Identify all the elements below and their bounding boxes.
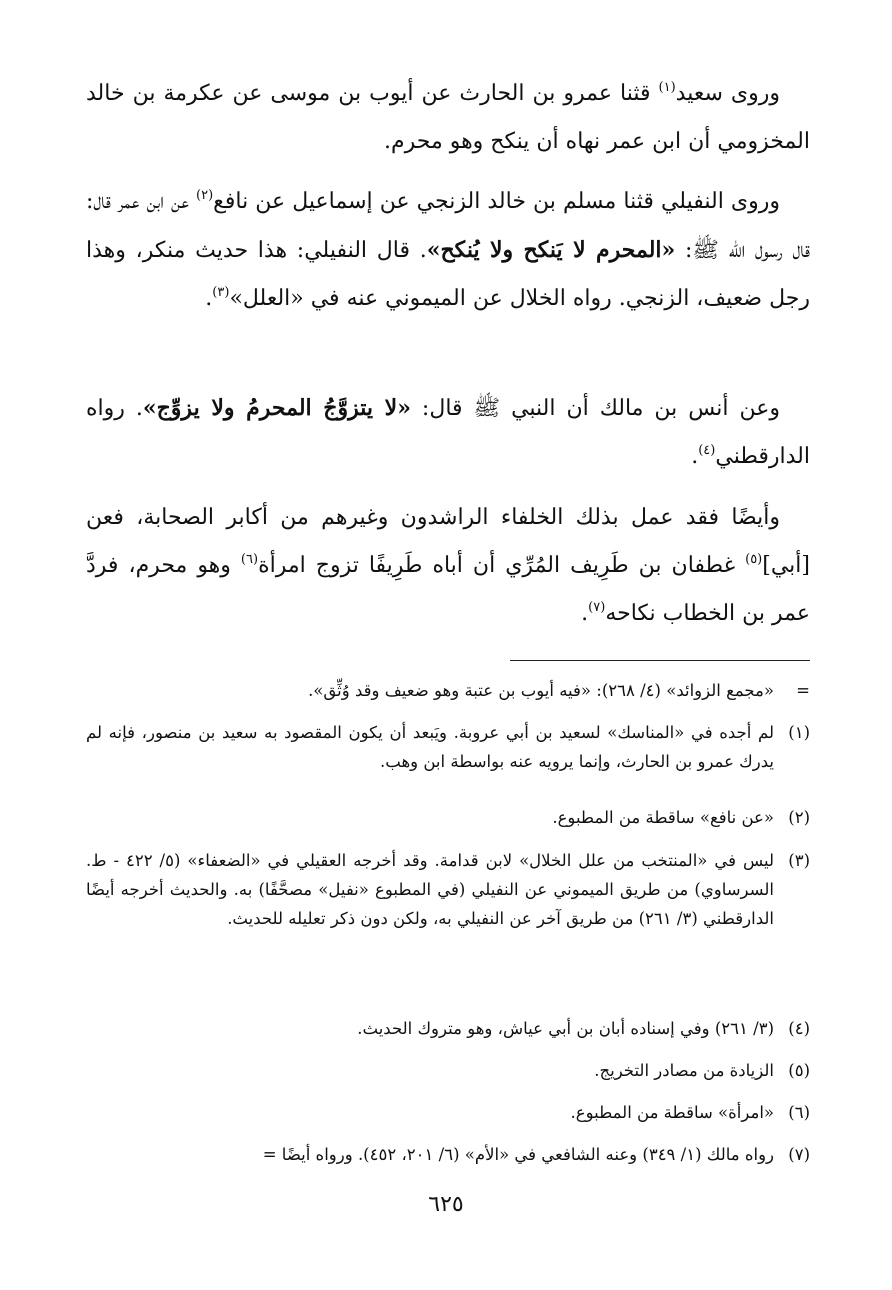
footnote-number: = xyxy=(796,681,810,700)
footnote-ref-5: (٥) xyxy=(745,552,763,567)
footnote-ref-4: (٤) xyxy=(698,443,716,458)
footnote-number: (٦) xyxy=(788,1103,810,1122)
footnote-separator xyxy=(510,660,810,661)
footnote-3 xyxy=(86,846,810,933)
hadith-quote: «لا يتزوَّجُ المحرمُ ولا يزوِّج» xyxy=(142,395,411,421)
paragraph-text: وعن أنس بن مالك أن النبي ﷺ قال: xyxy=(410,396,781,421)
footnote-number: (٢) xyxy=(788,808,810,827)
footnote-2 xyxy=(86,803,810,832)
hadith-quote: «المحرم لا يَنكح ولا يُنكح» xyxy=(426,237,676,263)
paragraph-text: . xyxy=(205,286,213,311)
paragraph-text: وأيضًا فقد عمل بذلك الخلفاء الراشدون وغيرهم من أكابر الصحابة، فعن [أبي] xyxy=(86,505,810,578)
footnote-number: (٣) xyxy=(788,851,810,870)
paragraph-text: غطفان بن طَرِيف المُرِّي أن أباه طَرِيفًا تزوج امرأة xyxy=(258,553,746,578)
footnote-text: الزيادة من مصادر التخريج. xyxy=(594,1061,774,1080)
paragraph-anas-narration xyxy=(86,384,810,481)
footnote-ref-1: (١) xyxy=(658,80,676,95)
paragraph-text: وهو محرم، فردَّ عمر بن الخطاب نكاحه xyxy=(86,553,810,626)
paragraph-nufayli-narration xyxy=(86,178,810,323)
footnote-text: «عن نافع» ساقطة من المطبوع. xyxy=(552,808,774,827)
footnote-1 xyxy=(86,718,810,776)
footnote-continuation xyxy=(86,676,810,705)
paragraph-text: . xyxy=(691,444,699,469)
footnote-number: (١) xyxy=(788,723,810,742)
footnote-4 xyxy=(86,1014,810,1043)
paragraph-text: عن ابن عمر قال: قال رسول الله ﷺ: xyxy=(86,189,811,263)
footnote-text: (٣/ ٢٦١) وفي إسناده أبان بن أبي عياش، وهو متروك الحديث. xyxy=(357,1019,774,1038)
footnote-5 xyxy=(86,1056,810,1085)
paragraph-text: . xyxy=(581,601,589,626)
paragraph-text: وروى سعيد xyxy=(675,81,780,106)
footnote-number: (٥) xyxy=(788,1061,810,1080)
page-number: ٦٢٥ xyxy=(428,1192,464,1217)
paragraph-text: وروى النفيلي قثنا مسلم بن خالد الزنجي عن إسماعيل عن نافع xyxy=(213,189,780,214)
footnote-text: «مجمع الزوائد» (٤/ ٢٦٨): «فيه أيوب بن عتبة وهو ضعيف وقد وُثِّق». xyxy=(308,681,774,700)
footnote-6 xyxy=(86,1098,810,1127)
footnote-ref-7: (٧) xyxy=(588,600,606,615)
footnote-ref-2: (٢) xyxy=(196,188,214,203)
paragraph-text: قثنا عمرو بن الحارث عن أيوب بن موسى عن عكرمة بن خالد المخزومي أن ابن عمر نهاه أن ينكح وهو محرم. xyxy=(86,81,810,154)
footnote-ref-3: (٣) xyxy=(212,285,230,300)
footnote-number: (٧) xyxy=(788,1145,810,1164)
paragraph-caliphs-practice xyxy=(86,494,810,638)
footnote-ref-6: (٦) xyxy=(240,552,259,567)
footnote-text: لم أجده في «المناسك» لسعيد بن أبي عروبة. ويَبعد أن يكون المقصود به سعيد بن منصور، فإنه لم يدرك عمرو بن الحارث، وإنما يرويه عنه بواسطة ابن وهب. xyxy=(86,723,774,771)
paragraph-said-narration xyxy=(86,70,810,166)
paragraph-text: . قال النفيلي: هذا حديث منكر، وهذا رجل ضعيف، الزنجي. رواه الخلال عن الميموني عنه في «العلل» xyxy=(86,238,810,311)
footnote-number: (٤) xyxy=(788,1019,810,1038)
footnote-text: «امرأة» ساقطة من المطبوع. xyxy=(570,1103,774,1122)
footnote-text: رواه مالك (١/ ٣٤٩) وعنه الشافعي في «الأم» (٦/ ٢٠١، ٤٥٢). ورواه أيضًا = xyxy=(262,1145,774,1164)
footnote-7 xyxy=(86,1140,810,1169)
footnote-text: ليس في «المنتخب من علل الخلال» لابن قدامة. وقد أخرجه العقيلي في «الضعفاء» (٥/ ٤٢٢ - ط. السرساوي) من طريق الميموني عن النفيلي (في المطبوع «نفيل» مصحَّفًا) به. والحديث أخرجه أيضًا الدارقطني (٣/ ٢٦١) من طريق آخر عن النفيلي به، ولكن دون ذكر تعليله للحديث. xyxy=(86,851,774,928)
paragraph-text: . رواه الدارقطني xyxy=(86,396,810,469)
